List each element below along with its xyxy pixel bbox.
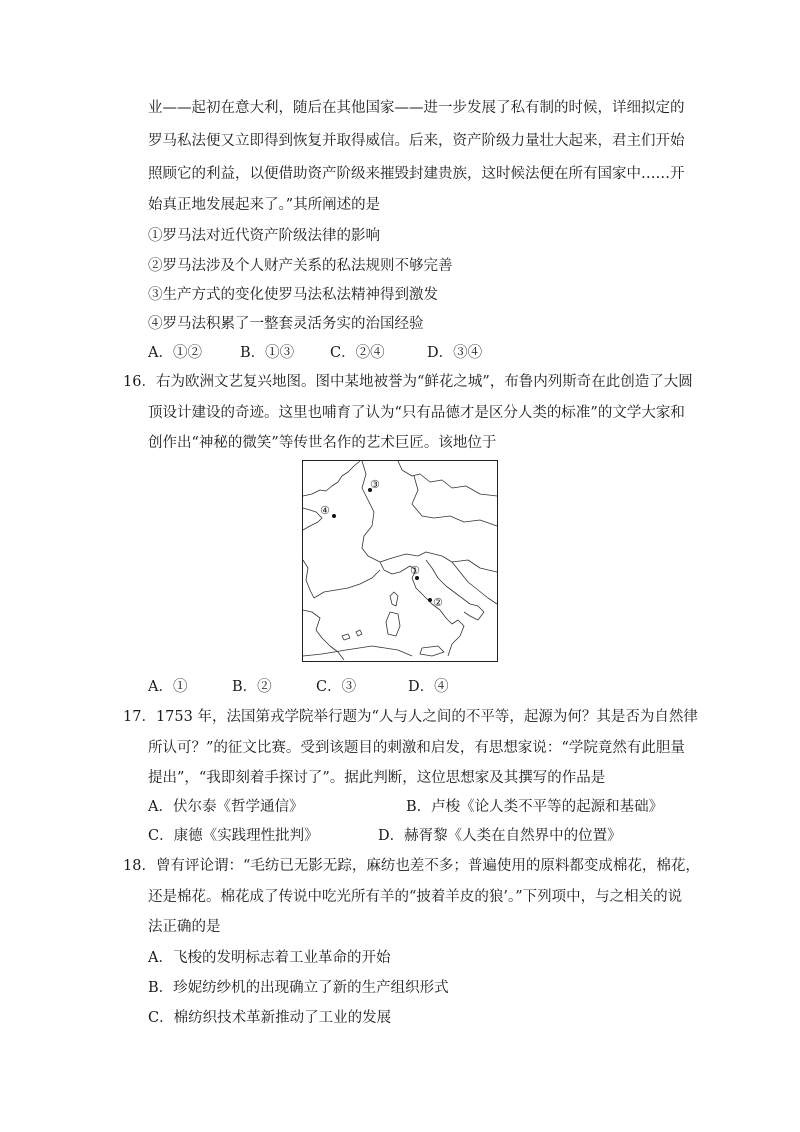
q16-option-b: B．② [232,679,272,695]
q16-line-2: 顶设计建设的奇迹。这里也哺育了认为“只有品德才是区分人类的标准”的文学大家和 [148,405,685,421]
q15-line-3: 照顾它的利益，以便借助资产阶级来摧毁封建贵族，这时候法便在所有国家中……开 [148,166,685,182]
q17-option-b: B．卢梭《论人类不平等的起源和基础》 [406,799,664,815]
q15-option-b: B．①③ [240,345,295,361]
q18-option-b: B．珍妮纺纱机的出现确立了新的生产组织形式 [148,980,449,996]
q17-line-1: 17．1753 年，法国第戎学院举行题为“人与人之间的不平等，起源为何？其是否为自然律 [123,709,698,725]
q16-option-c: C．③ [316,679,357,695]
q15-option-a: A．①② [148,345,202,361]
q18-line-1: 18．曾有评论谓：“毛纺已无影无踪，麻纺也差不多；普遍使用的原料都变成棉花，棉花， [123,858,700,874]
q17-option-d: D．赫胥黎《人类在自然界中的位置》 [378,828,622,844]
q17-option-a: A．伏尔泰《哲学通信》 [148,799,304,815]
q17-line-3: 提出”，“我即刻着手探讨了”。据此判断，这位思想家及其撰写的作品是 [148,770,606,786]
q17-option-c: C．康德《实践理性批判》 [148,828,319,844]
q18-line-2: 还是棉花。棉花成了传说中吃光所有羊的“披着羊皮的狼’。”下列项中，与之相关的说 [148,889,683,905]
q15-line-2: 罗马私法便又立即得到恢复并取得威信。后来，资产阶级力量壮大起来，君主们开始 [148,133,685,149]
q16-option-a: A．① [148,679,188,695]
map-label-2: ② [433,596,443,609]
renaissance-map [302,460,498,662]
map-label-1: ① [410,564,420,577]
map-label-3: ③ [370,478,380,491]
q16-line-1: 16．右为欧洲文艺复兴地图。图中某地被誉为“鲜花之城”，布鲁内列斯奇在此创造了大圆 [123,374,693,390]
q16-line-3: 创作出“神秘的微笑”等传世名作的艺术巨匠。该地位于 [148,435,497,451]
q15-line-1: 业——起初在意大利，随后在其他国家——进一步发展了私有制的时候，详细拟定的 [148,100,685,116]
q15-line-4: 始真正地发展起来了。”其所阐述的是 [148,197,381,213]
q15-statement-1: ①罗马法对近代资产阶级法律的影响 [148,228,380,244]
q18-line-3: 法正确的是 [148,919,221,935]
map-label-4: ④ [320,504,330,517]
q15-statement-4: ④罗马法积累了一整套灵活务实的治国经验 [148,316,424,332]
q15-statement-3: ③生产方式的变化使罗马法私法精神得到激发 [148,287,438,303]
q15-statement-2: ②罗马法涉及个人财产关系的私法规则不够完善 [148,258,453,274]
q16-option-d: D．④ [408,679,449,695]
q18-option-c: C．棉纺织技术革新推动了工业的发展 [148,1010,392,1026]
q17-line-2: 所认可？”的征文比赛。受到该题目的刺激和启发，有思想家说：“学院竟然有此胆量 [148,740,685,756]
q15-option-c: C．②④ [330,345,385,361]
q15-option-d: D．③④ [427,345,483,361]
q18-option-a: A．飞梭的发明标志着工业革命的开始 [148,950,391,966]
